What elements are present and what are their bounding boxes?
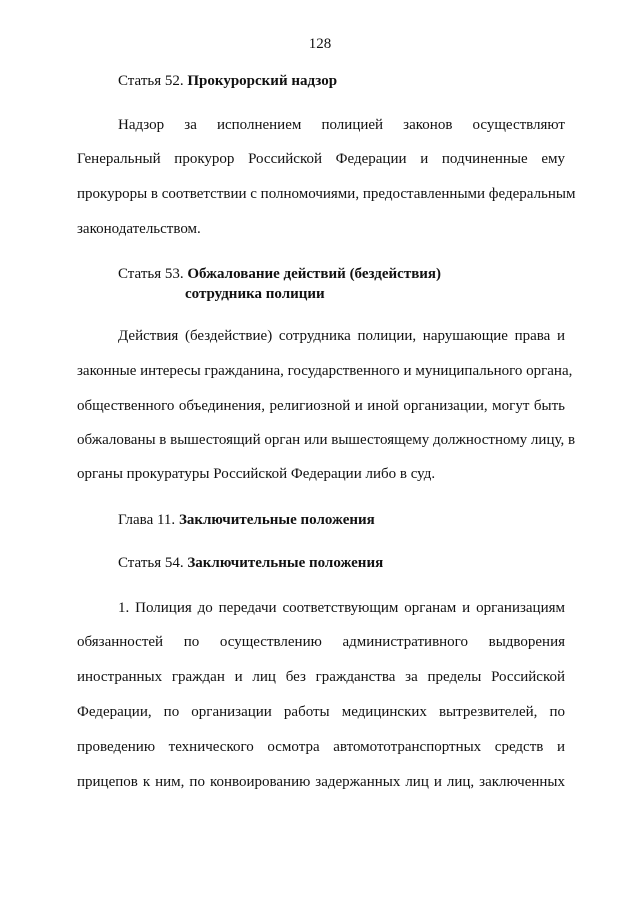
article-54-line-6: прицепов к ним, по конвоированию задержанных лиц и лиц, заключенных <box>77 774 565 790</box>
article-52-line-3: прокуроры в соответствии с полномочиями, предоставленными федеральным <box>77 186 576 202</box>
chapter-11-title: Заключительные положения <box>178 512 375 528</box>
article-54-prefix: Статья 54. <box>118 555 184 571</box>
article-54-heading <box>118 555 383 572</box>
article-54-line-1: 1. Полиция до передачи соответствующим органам и организациям <box>118 600 565 616</box>
article-54-line-2: обязанностей по осуществлению административного выдворения <box>77 634 565 650</box>
chapter-11-prefix: Глава 11. <box>118 512 176 528</box>
article-53-line-3: общественного объединения, религиозной и иной организации, могут быть <box>77 398 565 414</box>
article-53-title-line-2-wrap <box>185 286 325 303</box>
article-53-line-4: обжалованы в вышестоящий орган или вышестоящему должностному лицу, в <box>77 432 576 448</box>
article-53-title-line-2: сотрудника полиции <box>185 286 325 302</box>
article-52-prefix: Статья 52. <box>118 73 184 89</box>
article-52-line-2: Генеральный прокурор Российской Федерации и подчиненные ему <box>77 151 565 167</box>
article-52-heading <box>118 73 337 90</box>
article-53-prefix: Статья 53. <box>118 266 184 282</box>
article-54-line-4: Федерации, по организации работы медицинских вытрезвителей, по <box>77 704 565 720</box>
article-53-heading <box>118 266 441 283</box>
article-53-line-1: Действия (бездействие) сотрудника полиции, нарушающие права и <box>118 328 565 344</box>
article-54-line-3: иностранных граждан и лиц без гражданства за пределы Российской <box>77 669 565 685</box>
article-54-line-5: проведению технического осмотра автомототранспортных средств и <box>77 739 565 755</box>
article-53-line-2: законные интересы гражданина, государственного и муниципального органа, <box>77 363 573 379</box>
article-53-title-line-1: Обжалование действий (бездействия) <box>187 266 442 282</box>
article-52-title: Прокурорский надзор <box>187 73 338 89</box>
article-54-title: Заключительные положения <box>187 555 384 571</box>
article-52-line-4: законодательством. <box>77 221 201 237</box>
chapter-11-heading <box>118 512 375 529</box>
page-number: 128 <box>308 36 332 52</box>
article-53-line-5: органы прокуратуры Российской Федерации либо в суд. <box>77 466 436 482</box>
article-52-line-1: Надзор за исполнением полицией законов осуществляют <box>118 117 565 133</box>
